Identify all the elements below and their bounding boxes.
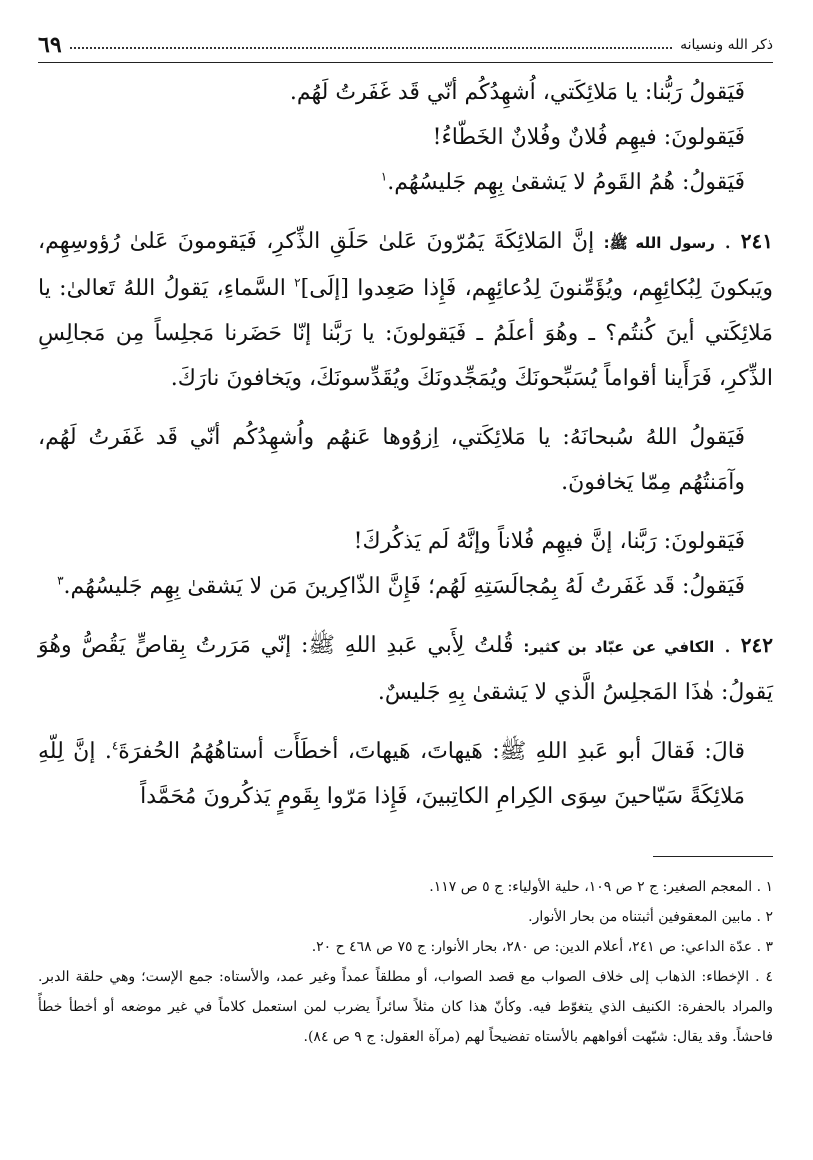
hadith-242: ٢٤٢ . الكافي عن عبّاد بن كثير: قُلتُ لِأَبي عَبدِ اللهِ ﷺ: إنّي مَرَرتُ بِقاصٍّ يَقُصُّ وهُوَ يَقولُ: هٰذَا المَجلِسُ الَّذي لا يَشقىٰ بِهِ جَليسٌ. bbox=[38, 633, 773, 705]
paragraph-3-text: فَيَقولُ: هُمُ القَومُ لا يَشقىٰ بِهِم جَليسُهُم. bbox=[387, 170, 745, 195]
paragraph-6: فَيَقولونَ: رَبَّنا، إنَّ فيهِم فُلاناً وإنَّهُ لَم يَذكُركَ! bbox=[353, 529, 745, 554]
footnote-ref-4: ٤ bbox=[111, 738, 119, 753]
hadith-241: ٢٤١ . رسول الله ﷺ: إنَّ المَلائِكَةَ يَمُرّونَ عَلىٰ حَلَقِ الذِّكرِ، فَيَقومونَ عَلىٰ رُؤوسِهِم، ويَبكونَ لِبُكائِهِم، ويُؤَمِّنونَ لِدُعائِهِم، فَإِذا صَعِدوا [إلَى]$^٢$ السَّماءِ، يَقولُ اللهُ تَعالىٰ: يا مَلائِكَتي أينَ كُنتُم؟ ـ وهُوَ أعلَمُ ـ فَيَقولونَ: يا رَبَّنا إنّا حَضَرنا مَجلِساً مِن مَجالِسِ الذِّكرِ، فَرَأَينا أقواماً يُسَبِّحونَكَ ويُمَجِّدونَكَ ويُقَدِّسونَكَ، ويَخافونَ نارَكَ. bbox=[38, 229, 773, 391]
footnotes bbox=[38, 872, 773, 1052]
paragraph-3 bbox=[38, 160, 773, 205]
hadith-242-number: ٢٤٢ bbox=[740, 633, 773, 657]
footnote-ref-2: ٢ bbox=[294, 275, 301, 290]
paragraph-9-text-a: قالَ: فَقالَ أبو عَبدِ اللهِ ﷺ: هَيهاتَ، هَيهاتَ، أخطَأَت أستاهُهُمُ الحُفرَةَ bbox=[118, 739, 745, 764]
footnote-separator bbox=[653, 856, 773, 857]
paragraph-5: فَيَقولُ اللهُ سُبحانَهُ: يا مَلائِكَتي، اِزوُوها عَنهُم واُشهِدُكُم أنّي قَد غَفَرتُ لَهُم، وآمَنتُهُم مِمّا يَخافونَ. bbox=[38, 425, 745, 495]
paragraph-7-text: فَيَقولُ: قَد غَفَرتُ لَهُ بِمُجالَسَتِهِ لَهُم؛ فَإِنَّ الذّاكِرينَ مَن لا يَشقىٰ بِهِم جَليسُهُم. bbox=[63, 574, 745, 599]
page-number: ٦٩ bbox=[38, 32, 62, 58]
hadith-241-number: ٢٤١ bbox=[740, 229, 773, 253]
paragraph-9 bbox=[38, 729, 773, 819]
header-rule bbox=[38, 62, 773, 63]
hadith-241-source: رسول الله ﷺ: bbox=[603, 234, 715, 252]
paragraph-2: فَيَقولونَ: فيهِم فُلانٌ وفُلانٌ الخَطّاءُ! bbox=[432, 125, 745, 150]
paragraph-7 bbox=[38, 564, 773, 609]
running-title: ذكر الله ونسيانه bbox=[680, 37, 773, 53]
footnote-ref-3: ٣ bbox=[57, 573, 64, 588]
footnote-3: ٣ . عدّة الداعي: ص ٢٤١، أعلام الدين: ص ٢٨٠، بحار الأنوار: ج ٧٥ ص ٤٦٨ ح ٢٠. bbox=[311, 939, 773, 955]
header-dot-leader bbox=[70, 47, 673, 49]
footnote-4: ٤ . الإخطاء: الذهاب إلى خلاف الصواب مع قصد الصواب، أو مطلقاً عمداً وغير عمد، والأستاه: جمع الإست؛ وهي حلقة الدبر. والمراد بالحفرة: الكنيف الذي يتغوّط فيه. وكأنّ هذا كان مثلاً سائراً يضرب لمن استعمل كلاماً في غير موضعه أو أخطأ خطأً فاحشاً. وقد يقال: شبّهت أفواههم بالأستاه تفضيحاً لهم (مرآة العقول: ج ٩ ص ٨٤). bbox=[38, 969, 774, 1045]
footnote-2: ٢ . مابين المعقوفين أثبتناه من بحار الأنوار. bbox=[528, 909, 773, 925]
paragraph-1: فَيَقولُ رَبُّنا: يا مَلائِكَتي، اُشهِدُكُم أنّي قَد غَفَرتُ لَهُم. bbox=[289, 80, 745, 105]
hadith-241-text-a: إنَّ المَلائِكَةَ يَمُرّونَ عَلىٰ حَلَقِ الذِّكرِ، فَيَقومونَ عَلىٰ رُؤوسِهِم، ويَبكونَ لِبُكائِهِم، ويُؤَمِّنونَ لِدُعائِهِم، فَإِذا صَعِدوا [إلَى] bbox=[38, 229, 773, 301]
hadith-242-text: قُلتُ لِأَبي عَبدِ اللهِ ﷺ: إنّي مَرَرتُ بِقاصٍّ يَقُصُّ وهُوَ يَقولُ: هٰذَا المَجلِسُ الَّذي لا يَشقىٰ بِهِ جَليسٌ. bbox=[38, 633, 773, 705]
hadith-241-text-b: السَّماءِ، يَقولُ اللهُ تَعالىٰ: يا مَلائِكَتي أينَ كُنتُم؟ ـ وهُوَ أعلَمُ ـ فَيَقولونَ: يا رَبَّنا إنّا حَضَرنا مَجلِساً مِن مَجالِسِ الذِّكرِ، فَرَأَينا أقواماً يُسَبِّحونَكَ ويُمَجِّدونَكَ ويُقَدِّسونَكَ، ويَخافونَ نارَكَ. bbox=[38, 276, 773, 391]
hadith-242-source: الكافي عن عبّاد بن كثير: bbox=[523, 638, 715, 656]
paragraph-9-text-b: . إنَّ لِلّهِ مَلائِكَةً سَيّاحينَ سِوَى الكِرامِ الكاتِبينَ، فَإِذا مَرّوا بِقَومٍ يَذكُرونَ مُحَمَّداً bbox=[38, 739, 745, 809]
footnote-1: ١ . المعجم الصغير: ج ٢ ص ١٠٩، حلية الأولياء: ج ٥ ص ١١٧. bbox=[429, 879, 773, 895]
footnote-ref-1: ١ bbox=[380, 169, 388, 184]
main-text bbox=[38, 70, 773, 840]
running-header bbox=[38, 30, 773, 60]
